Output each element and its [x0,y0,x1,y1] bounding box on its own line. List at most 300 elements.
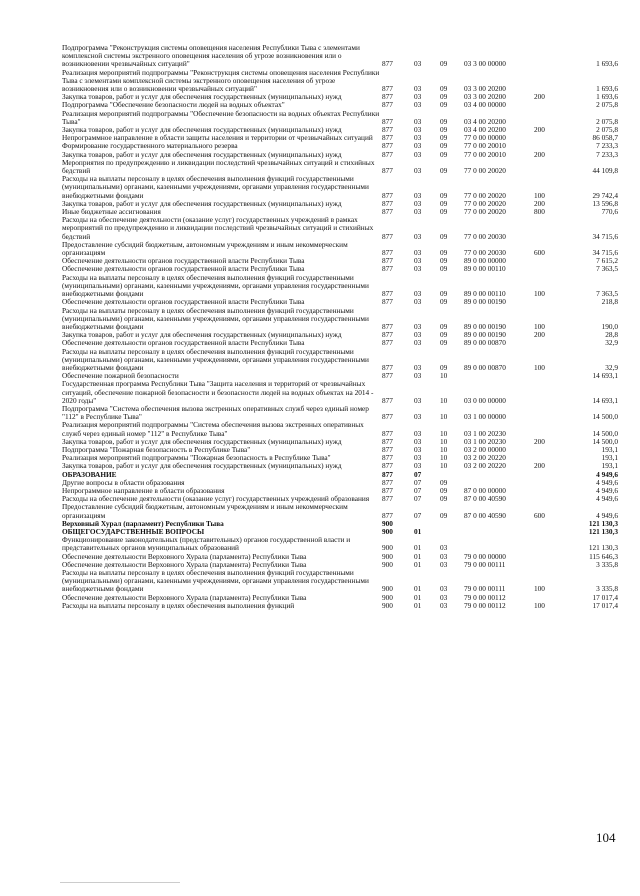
row-target-article: 89 0 00 00190 [464,330,506,340]
row-subsection-code: 03 [440,592,448,602]
row-section-code: 03 [414,436,422,446]
row-section-code: 03 [414,133,422,143]
table-row [62,503,618,519]
row-subsection-code: 09 [440,125,448,135]
row-target-article: 03 4 00 00000 [464,100,506,110]
row-name: Другие вопросы в области образования [62,477,185,487]
row-section-code: 03 [414,141,422,151]
row-subsection-code: 03 [440,543,448,553]
table-row [62,241,618,257]
row-expense-type [534,487,560,495]
row-target-article: 79 0 00 00111 [464,559,506,569]
row-ved-code: 900 [382,518,393,528]
row-amount: 14 500,0 [592,436,618,446]
row-target-article: 03 4 00 20200 [464,116,506,126]
row-amount: 2 075,8 [596,116,618,126]
row-name: Расходы на обеспечение деятельности (оказание услуг) государственных учреждений образования [62,494,370,504]
row-amount: 86 058,7 [592,133,618,143]
row-amount: 121 130,3 [588,526,618,536]
row-name: Обеспечение деятельности Верховного Хурала (парламента) Республики Тыва [62,551,307,561]
row-expense-type: 200 [534,149,545,159]
row-expense-type: 200 [534,330,545,340]
row-subsection-code: 10 [440,428,448,438]
row-name: ОБЩЕГОСУДАРСТВЕННЫЕ ВОПРОСЫ [62,526,205,536]
table-row [62,274,618,299]
row-expense-type [534,405,560,421]
row-name: Обеспечение деятельности органов государственной власти Республики Тыва [62,297,305,307]
row-section-code: 01 [414,526,422,536]
row-name: Расходы на обеспечение деятельности (оказание услуг) государственных учреждений в рамках мероприятий по предупреждению и ликвидации последствий чрезвычайных ситуаций и стихийных бедствий [62,215,374,241]
table-row [62,569,618,594]
page-number: 104 [596,830,616,845]
row-target-article: 89 0 00 00190 [464,321,506,331]
row-expense-type: 100 [534,362,545,372]
row-target-article: 77 0 00 00000 [464,133,506,143]
row-section-code: 01 [414,600,422,610]
row-section-code: 03 [414,248,422,258]
row-expense-type [534,446,560,454]
row-section-code: 03 [414,338,422,348]
row-amount: 14 693,1 [592,371,618,381]
row-amount: 3 335,8 [596,584,618,594]
row-expense-type [534,495,560,503]
row-name: Иные бюджетные ассигнования [62,207,161,217]
row-expense-type [534,553,560,561]
row-ved-code: 877 [382,256,393,266]
row-amount: 4 949,6 [596,510,618,520]
row-expense-type: 200 [534,125,545,135]
row-subsection-code: 09 [440,321,448,331]
row-name: Подпрограмма "Обеспечение безопасности людей на водных объектах" [62,100,285,110]
row-ved-code: 900 [382,592,393,602]
row-subsection-code: 09 [440,116,448,126]
row-target-article: 03 2 00 20220 [464,461,506,471]
table-row [62,110,618,126]
row-name: Подпрограмма "Реконструкция системы оповещения населения Республики Тыва с элементами комплексной системы экстренного оповещения населения об угрозе возникновения или о возникновении чрезвычайных ситуаций" [62,43,360,69]
row-name: Непрограммное направление в области защиты населения и территории от чрезвычайных ситуаций [62,133,373,143]
row-target-article: 89 0 00 00110 [464,264,506,274]
row-name: Закупка товаров, работ и услуг для обеспечения государственных (муниципальных) нужд [62,330,342,340]
table-row [62,348,618,373]
row-expense-type [534,101,560,109]
row-name: Закупка товаров, работ и услуг для обеспечения государственных (муниципальных) нужд [62,198,342,208]
row-expense-type [534,471,560,479]
row-subsection-code: 09 [440,149,448,159]
row-section-code: 03 [414,371,422,381]
row-subsection-code: 09 [440,485,448,495]
table-row [62,421,618,437]
row-amount: 7 363,5 [596,289,618,299]
row-section-code: 03 [414,321,422,331]
row-name: Расходы на выплаты персоналу в целях обеспечения выполнения функций [62,600,295,610]
row-amount: 7 233,3 [596,141,618,151]
row-name: Закупка товаров, работ и услуг для обеспечения государственных (муниципальных) нужд [62,461,342,471]
row-target-article [464,372,534,380]
row-subsection-code: 09 [440,477,448,487]
row-ved-code: 877 [382,166,393,176]
table-row [62,159,618,175]
row-ved-code: 877 [382,125,393,135]
row-target-article: 77 0 00 20010 [464,141,506,151]
row-name: ОБРАЗОВАНИЕ [62,469,117,479]
row-section-code: 07 [414,494,422,504]
row-ved-code: 877 [382,477,393,487]
row-amount: 4 949,6 [596,485,618,495]
row-target-article: 77 0 00 20010 [464,149,506,159]
row-ved-code: 900 [382,551,393,561]
row-target-article: 79 0 00 00000 [464,551,506,561]
row-amount: 17 017,4 [592,592,618,602]
row-name: Обеспечение деятельности Верховного Хурала (парламента) Республики Тыва [62,559,307,569]
row-amount: 193,1 [601,444,618,454]
table-row [62,69,618,94]
row-subsection-code: 09 [440,141,448,151]
row-subsection-code: 09 [440,133,448,143]
table-row [62,536,618,552]
row-section-code: 01 [414,543,422,553]
row-target-article: 03 0 00 00000 [464,395,506,405]
row-ved-code: 877 [382,297,393,307]
row-ved-code: 877 [382,141,393,151]
row-name: Государственная программа Республики Тыва "Защита населения и территорий от чрезвычайных ситуаций, обеспечение пожарной безопасности и безопасности людей на водных объектах на 2014 - 2020 годы" [62,379,374,405]
row-section-code: 03 [414,428,422,438]
row-expense-type [534,421,560,437]
row-ved-code: 900 [382,584,393,594]
row-subsection-code [440,520,464,528]
row-section-code: 07 [414,485,422,495]
row-target-article: 77 0 00 20020 [464,166,506,176]
row-ved-code: 877 [382,84,393,94]
row-target-article: 77 0 00 20030 [464,231,506,241]
row-name: Подпрограмма "Система обеспечения вызова экстренных оперативных служб через единый номер "112" в Республике Тыва" [62,403,369,422]
row-ved-code: 877 [382,149,393,159]
row-expense-type: 100 [534,584,545,594]
row-target-article: 89 0 00 00110 [464,289,506,299]
row-amount: 193,1 [601,461,618,471]
row-expense-type: 200 [534,436,545,446]
row-subsection-code: 09 [440,59,448,69]
row-section-code: 03 [414,444,422,454]
row-amount: 14 693,1 [592,395,618,405]
row-expense-type: 600 [534,510,545,520]
table-row [62,462,618,470]
row-subsection-code: 09 [440,231,448,241]
row-expense-type [534,380,560,405]
row-amount: 121 130,3 [588,518,618,528]
row-name: Закупка товаров, работ и услуг для обеспечения государственных (муниципальных) нужд [62,125,342,135]
row-subsection-code: 09 [440,289,448,299]
row-expense-type: 100 [534,321,545,331]
row-amount: 218,8 [601,297,618,307]
row-ved-code: 877 [382,444,393,454]
row-section-code: 03 [414,330,422,340]
row-ved-code: 877 [382,510,393,520]
row-target-article: 03 3 00 20200 [464,92,506,102]
row-subsection-code: 03 [440,551,448,561]
row-target-article: 89 0 00 00870 [464,338,506,348]
row-subsection-code: 09 [440,510,448,520]
row-subsection-code: 03 [440,559,448,569]
row-subsection-code: 10 [440,453,448,463]
row-subsection-code: 10 [440,371,448,381]
row-expense-type [534,257,560,265]
row-name: Реализация мероприятий подпрограммы "Пожарная безопасность в Республике Тыва" [62,453,331,463]
row-amount: 1 693,6 [596,92,618,102]
row-expense-type [534,159,560,175]
row-amount: 34 715,6 [592,231,618,241]
row-target-article: 03 3 00 20200 [464,84,506,94]
row-amount: 2 075,8 [596,125,618,135]
row-subsection-code: 03 [440,584,448,594]
row-section-code: 03 [414,190,422,200]
row-section-code: 03 [414,297,422,307]
row-amount: 13 596,8 [592,198,618,208]
row-section-code: 01 [414,592,422,602]
row-section-code: 03 [414,362,422,372]
row-expense-type [534,216,560,241]
row-amount: 7 363,5 [596,264,618,274]
row-ved-code: 877 [382,469,393,479]
row-name: Непрограммное направление в области образования [62,485,225,495]
row-amount: 32,9 [605,362,618,372]
row-amount: 115 646,3 [589,551,618,561]
row-subsection-code: 09 [440,100,448,110]
row-amount: 3 335,8 [596,559,618,569]
row-amount: 121 130,3 [588,543,618,553]
row-amount: 193,1 [601,453,618,463]
budget-table-body [62,44,618,610]
row-amount: 190,0 [601,321,618,331]
table-row [62,44,618,69]
row-section-code: 03 [414,100,422,110]
row-amount: 17 017,4 [592,600,618,610]
row-target-article: 79 0 00 00112 [464,600,506,610]
row-ved-code: 877 [382,248,393,258]
row-name: Реализация мероприятий подпрограммы "Реконструкция системы оповещения населения Республики Тыва с элементами комплексной системы экстренного оповещения населения об угрозе возникновения или о возникновении чрезвычайных ситуаций" [62,67,380,94]
row-section-code: 03 [414,116,422,126]
row-expense-type [534,69,560,94]
row-subsection-code: 10 [440,436,448,446]
row-amount: 29 742,4 [592,190,618,200]
row-amount: 4 949,6 [596,469,618,479]
row-target-article [464,536,534,552]
row-target-article: 03 4 00 20200 [464,125,506,135]
row-section-code: 03 [414,149,422,159]
row-ved-code: 900 [382,559,393,569]
row-subsection-code: 10 [440,395,448,405]
row-expense-type [534,110,560,126]
row-expense-type: 600 [534,248,545,258]
row-subsection-code: 09 [440,84,448,94]
budget-table [62,44,618,610]
row-section-code: 01 [414,584,422,594]
row-target-article: 77 0 00 20020 [464,190,506,200]
row-section-code: 03 [414,289,422,299]
table-row [62,216,618,241]
row-name: Предоставление субсидий бюджетным, автономным учреждениям и иным некоммерческим организациям [62,239,348,258]
row-section-code: 01 [414,551,422,561]
row-subsection-code: 09 [440,190,448,200]
row-subsection-code: 10 [440,412,448,422]
row-expense-type [534,265,560,273]
row-name: Функционирование законодательных (представительных) органов государственной власти и представительных органов муниципальных образований [62,535,351,553]
row-expense-type: 100 [534,600,545,610]
row-name: Закупка товаров, работ и услуг для обеспечения государственных (муниципальных) нужд [62,149,342,159]
row-ved-code: 877 [382,371,393,381]
row-name: Мероприятия по предупреждению и ликвидации последствий чрезвычайных ситуаций и стихийных бедствий [62,157,375,176]
row-subsection-code: 09 [440,256,448,266]
row-expense-type [534,561,560,569]
row-subsection-code: 09 [440,198,448,208]
row-subsection-code: 09 [440,166,448,176]
row-section-code: 03 [414,412,422,422]
row-target-article: 87 0 00 40590 [464,510,506,520]
row-target-article: 89 0 00 00000 [464,256,506,266]
row-ved-code: 877 [382,289,393,299]
row-ved-code: 877 [382,362,393,372]
row-ved-code: 900 [382,543,393,553]
row-ved-code: 877 [382,436,393,446]
row-name: Расходы на выплаты персоналу в целях обеспечения выполнения функций государственными (муниципальными) органами, казенными учреждениями, органами управления государственными внебюджетными фондами [62,174,369,200]
row-ved-code: 900 [382,526,393,536]
row-expense-type [534,339,560,347]
row-name: Формирование государственного материального резерва [62,141,238,151]
row-name: Подпрограмма "Пожарная безопасность в Республике Тыва" [62,444,251,454]
row-name: Реализация мероприятий подпрограммы "Обеспечение безопасности на водных объектах Республики Тыва" [62,108,380,126]
row-subsection-code: 09 [440,330,448,340]
row-section-code: 03 [414,84,422,94]
table-row [62,307,618,332]
row-section-code: 03 [414,59,422,69]
row-section-code: 03 [414,198,422,208]
row-section-code: 03 [414,453,422,463]
row-name: Обеспечение деятельности органов государственной власти Республики Тыва [62,256,305,266]
row-expense-type: 100 [534,289,545,299]
row-section-code: 03 [414,166,422,176]
row-section-code: 03 [414,264,422,274]
row-name: Расходы на выплаты персоналу в целях обеспечения выполнения функций государственными (муниципальными) органами, казенными учреждениями, органами управления государственными внебюджетными фондами [62,568,369,594]
row-subsection-code: 09 [440,494,448,504]
row-expense-type [534,536,560,552]
row-ved-code: 877 [382,412,393,422]
row-target-article: 89 0 00 00190 [464,297,506,307]
row-target-article: 87 0 00 00000 [464,485,506,495]
row-section-code: 03 [414,461,422,471]
table-row [62,380,618,405]
row-section-code: 03 [414,207,422,217]
row-subsection-code: 10 [440,461,448,471]
row-expense-type: 200 [534,461,545,471]
row-name: Обеспечение деятельности Верховного Хурала (парламента) Республики Тыва [62,592,307,602]
row-expense-type [534,528,560,536]
row-ved-code: 877 [382,207,393,217]
row-target-article: 03 1 00 20230 [464,428,506,438]
row-target-article: 03 3 00 00000 [464,59,506,69]
row-target-article: 03 1 00 00000 [464,412,506,422]
row-amount: 4 949,6 [596,494,618,504]
row-name: Обеспечение деятельности органов государственной власти Республики Тыва [62,264,305,274]
row-amount: 2 075,8 [596,100,618,110]
row-name: Расходы на выплаты персоналу в целях обеспечения выполнения функций государственными (муниципальными) органами, казенными учреждениями, органами управления государственными внебюджетными фондами [62,272,369,299]
row-target-article: 87 0 00 40590 [464,494,506,504]
row-target-article: 03 2 00 20220 [464,453,506,463]
row-amount: 14 500,0 [592,428,618,438]
row-amount: 4 949,6 [596,477,618,487]
row-section-code: 07 [414,469,422,479]
row-name: Закупка товаров, работ и услуг для обеспечения государственных (муниципальных) нужд [62,436,342,446]
row-expense-type [534,520,560,528]
row-amount: 7 233,3 [596,149,618,159]
row-section-code: 03 [414,231,422,241]
row-section-code: 03 [414,256,422,266]
row-ved-code: 877 [382,264,393,274]
table-row [62,602,618,610]
row-ved-code: 877 [382,190,393,200]
row-ved-code: 877 [382,100,393,110]
row-amount: 1 693,6 [596,59,618,69]
row-target-article: 77 0 00 20020 [464,198,506,208]
row-ved-code: 877 [382,485,393,495]
row-name: Расходы на выплаты персоналу в целях обеспечения выполнения функций государственными (муниципальными) органами, казенными учреждениями, органами управления государственными внебюджетными фондами [62,305,369,331]
row-ved-code: 877 [382,395,393,405]
row-target-article: 79 0 00 00112 [464,592,506,602]
row-ved-code: 877 [382,338,393,348]
row-ved-code: 900 [382,600,393,610]
row-section-code: 03 [414,92,422,102]
row-name: Предоставление субсидий бюджетным, автономным учреждениям и иным некоммерческим организациям [62,502,348,520]
row-name: Верховный Хурал (парламент) Республики Тыва [62,518,224,528]
row-name: Закупка товаров, работ и услуг для обеспечения государственных (муниципальных) нужд [62,92,342,102]
row-amount: 1 693,6 [596,84,618,94]
row-ved-code: 877 [382,461,393,471]
row-expense-type [534,44,560,69]
row-name: Реализация мероприятий подпрограммы "Система обеспечения вызова экстренных оперативных служб через единый номер "112" в Республике Тыва" [62,420,364,438]
row-target-article: 03 2 00 00000 [464,444,506,454]
row-ved-code: 877 [382,59,393,69]
row-expense-type [534,134,560,142]
row-target-article: 77 0 00 20030 [464,248,506,258]
row-section-code: 07 [414,477,422,487]
row-subsection-code: 09 [440,207,448,217]
row-section-code: 07 [414,510,422,520]
row-subsection-code: 09 [440,338,448,348]
row-expense-type [534,479,560,487]
row-amount: 14 500,0 [592,412,618,422]
row-section-code: 03 [414,125,422,135]
row-amount: 7 615,2 [596,256,618,266]
row-subsection-code: 09 [440,362,448,372]
row-target-article [464,471,534,479]
row-name: Обеспечение пожарной безопасности [62,371,179,381]
row-expense-type: 800 [534,207,545,217]
row-ved-code: 877 [382,231,393,241]
table-row [62,405,618,421]
row-target-article [464,528,534,536]
row-amount: 32,9 [605,338,618,348]
row-ved-code: 877 [382,116,393,126]
row-target-article: 77 0 00 20020 [464,207,506,217]
row-subsection-code [440,528,464,536]
row-ved-code: 877 [382,330,393,340]
row-expense-type [534,298,560,306]
row-ved-code: 877 [382,428,393,438]
row-amount: 28,8 [605,330,618,340]
row-subsection-code: 09 [440,297,448,307]
row-expense-type: 200 [534,92,545,102]
row-section-code: 03 [414,395,422,405]
row-name: Обеспечение деятельности органов государственной власти Республики Тыва [62,338,305,348]
row-target-article: 03 1 00 20230 [464,436,506,446]
